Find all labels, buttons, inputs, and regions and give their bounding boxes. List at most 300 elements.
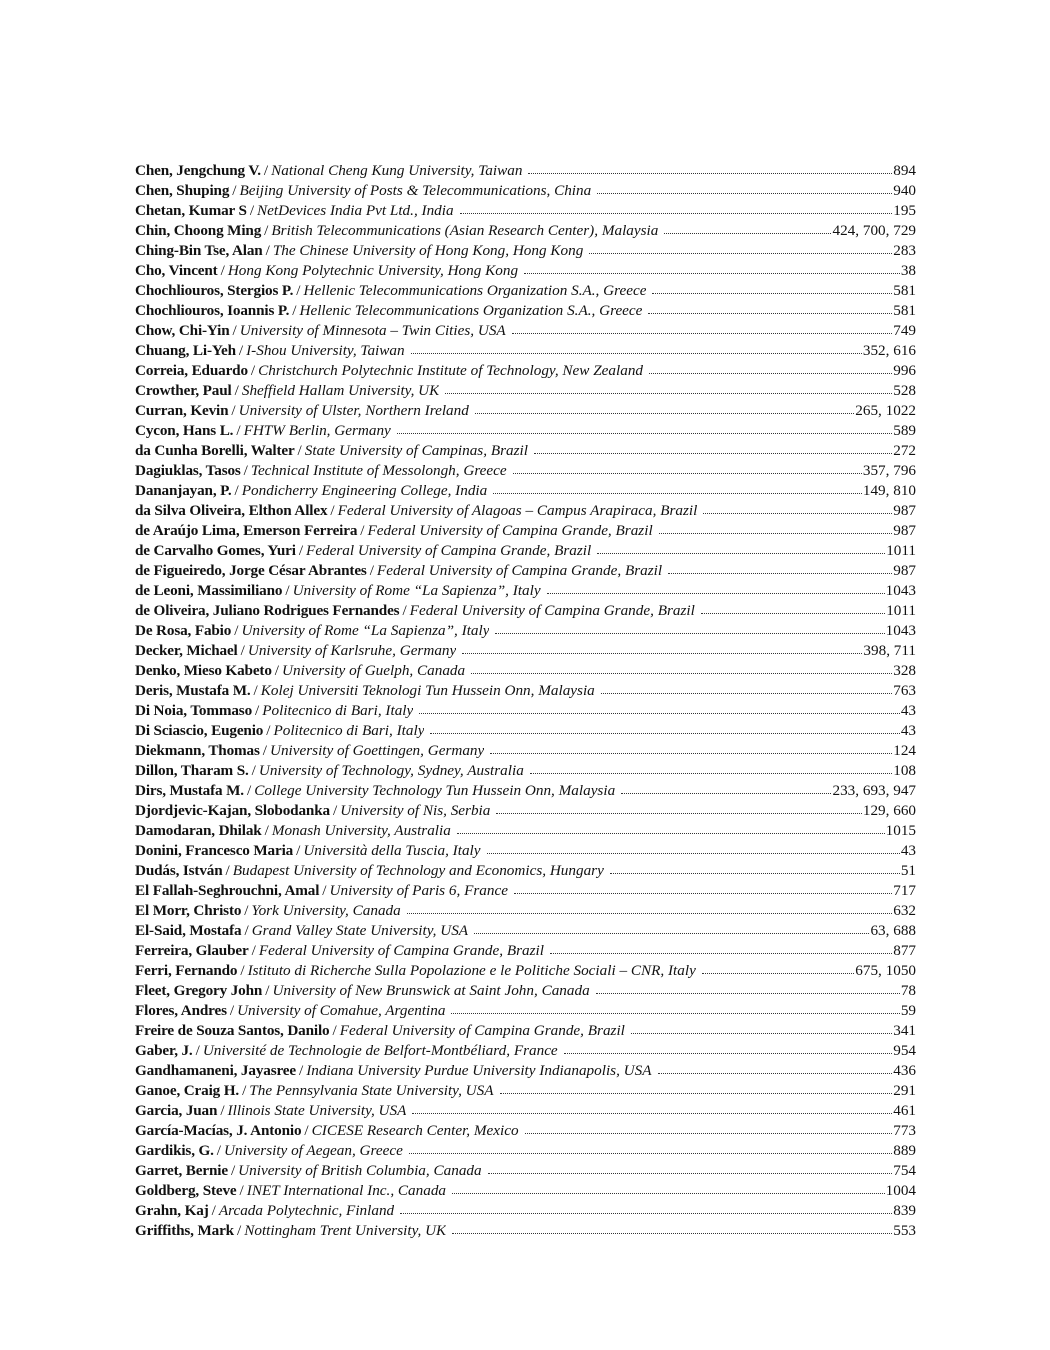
author-affiliation: Nottingham Trent University, UK xyxy=(244,1222,447,1239)
page-numbers: 763 xyxy=(893,682,916,699)
separator: / xyxy=(211,1202,216,1219)
entry-lead xyxy=(135,201,454,221)
page-numbers: 43 xyxy=(900,702,916,719)
separator: / xyxy=(240,642,245,659)
page-numbers: 43 xyxy=(900,722,916,739)
entry-lead xyxy=(135,781,615,801)
index-entry xyxy=(135,781,916,801)
index-entry xyxy=(135,1201,916,1221)
dot-leader xyxy=(564,1053,893,1054)
entry-lead xyxy=(135,1041,558,1061)
author-name: Chen, Jengchung V. xyxy=(135,162,261,179)
entry-lead xyxy=(135,341,405,361)
page-numbers: 265, 1022 xyxy=(855,402,916,419)
dot-leader xyxy=(500,1093,893,1094)
page-numbers: 108 xyxy=(893,762,916,779)
separator: / xyxy=(243,462,248,479)
dot-leader xyxy=(597,553,885,554)
dot-leader xyxy=(412,1113,892,1114)
index-entry xyxy=(135,861,916,881)
dot-leader xyxy=(528,173,892,174)
index-entry xyxy=(135,1061,916,1081)
page-numbers: 889 xyxy=(893,1142,916,1159)
dot-leader xyxy=(649,373,892,374)
dot-leader xyxy=(514,893,892,894)
dot-leader xyxy=(475,413,854,414)
separator: / xyxy=(249,202,255,219)
separator: / xyxy=(234,382,239,399)
separator: / xyxy=(264,822,269,839)
index-entry xyxy=(135,261,916,281)
dot-leader xyxy=(407,913,892,914)
separator: / xyxy=(234,622,239,639)
entry-lead xyxy=(135,1201,394,1221)
separator: / xyxy=(242,1082,247,1099)
index-entry xyxy=(135,421,916,441)
separator: / xyxy=(253,682,258,699)
dot-leader xyxy=(400,1213,892,1214)
entry-lead xyxy=(135,1001,445,1021)
author-affiliation: Hong Kong Polytechnic University, Hong Kong xyxy=(227,262,519,279)
author-name: Correia, Eduardo xyxy=(135,362,248,379)
index-entry xyxy=(135,301,916,321)
dot-leader xyxy=(460,213,893,214)
author-affiliation: University of Minnesota – Twin Cities, USA xyxy=(239,322,506,339)
separator: / xyxy=(244,902,249,919)
page-numbers: 149, 810 xyxy=(862,482,916,499)
entry-lead xyxy=(135,921,468,941)
author-affiliation: Indiana University Purdue University Indianapolis, USA xyxy=(306,1062,652,1079)
page-numbers: 1015 xyxy=(885,822,916,839)
entry-lead xyxy=(135,901,401,921)
separator: / xyxy=(360,522,365,539)
dot-leader xyxy=(601,693,892,694)
page-numbers: 749 xyxy=(893,322,916,339)
dot-leader xyxy=(445,393,892,394)
entry-lead xyxy=(135,681,595,701)
index-entry xyxy=(135,321,916,341)
entry-lead xyxy=(135,981,590,1001)
entry-lead xyxy=(135,441,528,461)
author-affiliation: University of Technology, Sydney, Australia xyxy=(258,762,524,779)
author-name: Grahn, Kaj xyxy=(135,1202,209,1219)
index-entry xyxy=(135,541,916,561)
page-numbers: 129, 660 xyxy=(862,802,916,819)
page-numbers: 291 xyxy=(893,1082,916,1099)
entry-lead xyxy=(135,861,604,881)
index-entry xyxy=(135,821,916,841)
author-affiliation: College University Technology Tun Hussein Onn, Malaysia xyxy=(254,782,616,799)
separator: / xyxy=(262,742,267,759)
page-numbers: 341 xyxy=(893,1022,916,1039)
separator: / xyxy=(285,582,290,599)
index-entry xyxy=(135,1021,916,1041)
separator: / xyxy=(332,802,338,819)
page-numbers: 773 xyxy=(893,1122,916,1139)
dot-leader xyxy=(490,753,892,754)
author-affiliation: York University, Canada xyxy=(251,902,401,919)
author-name: de Araújo Lima, Emerson Ferreira xyxy=(135,522,358,539)
page-numbers: 461 xyxy=(893,1102,916,1119)
separator: / xyxy=(304,1122,309,1139)
entry-lead xyxy=(135,181,591,201)
author-affiliation: Federal University of Campina Grande, Brazil xyxy=(376,562,663,579)
index-entry xyxy=(135,901,916,921)
entry-lead xyxy=(135,261,518,281)
entry-lead xyxy=(135,1221,446,1241)
page-numbers: 59 xyxy=(900,1002,916,1019)
author-affiliation: University of British Columbia, Canada xyxy=(238,1162,482,1179)
page-numbers: 987 xyxy=(893,522,916,539)
index-entry xyxy=(135,461,916,481)
author-affiliation: University of Nis, Serbia xyxy=(340,802,491,819)
page-numbers: 632 xyxy=(893,902,916,919)
page-numbers: 528 xyxy=(893,382,916,399)
entry-lead xyxy=(135,561,662,581)
index-entry xyxy=(135,721,916,741)
index-entry xyxy=(135,1001,916,1021)
author-affiliation: Technical Institute of Messolongh, Greece xyxy=(250,462,507,479)
page-numbers: 940 xyxy=(893,182,916,199)
page-numbers: 78 xyxy=(900,982,916,999)
separator: / xyxy=(225,862,230,879)
page-numbers: 124 xyxy=(893,742,916,759)
author-affiliation: Arcada Polytechnic, Finland xyxy=(218,1202,395,1219)
index-entry xyxy=(135,361,916,381)
index-entry xyxy=(135,961,916,981)
dot-leader xyxy=(496,813,861,814)
dot-leader xyxy=(664,233,831,234)
page-numbers: 877 xyxy=(893,942,916,959)
author-name: Ferreira, Glauber xyxy=(135,942,249,959)
page-numbers: 398, 711 xyxy=(863,642,916,659)
author-affiliation: Université de Technologie de Belfort-Montbéliard, France xyxy=(202,1042,558,1059)
entry-lead xyxy=(135,941,544,961)
index-entry xyxy=(135,441,916,461)
author-affiliation: FHTW Berlin, Germany xyxy=(243,422,391,439)
separator: / xyxy=(369,562,374,579)
author-name: de Carvalho Gomes, Yuri xyxy=(135,542,296,559)
page-numbers: 195 xyxy=(893,202,916,219)
author-affiliation: Federal University of Campina Grande, Brazil xyxy=(367,522,653,539)
entry-lead xyxy=(135,381,439,401)
author-affiliation: Hellenic Telecommunications Organization S.A., Greece xyxy=(299,302,643,319)
author-name: Cycon, Hans L. xyxy=(135,422,234,439)
author-affiliation: Politecnico di Bari, Italy xyxy=(273,722,425,739)
separator: / xyxy=(322,882,327,899)
entry-lead xyxy=(135,481,487,501)
entry-lead xyxy=(135,741,484,761)
dot-leader xyxy=(488,1173,893,1174)
author-name: Chuang, Li-Yeh xyxy=(135,342,236,359)
dot-leader xyxy=(534,453,892,454)
author-name: Chochliouros, Stergios P. xyxy=(135,282,294,299)
dot-leader xyxy=(524,273,900,274)
author-affiliation: Federal University of Campina Grande, Brazil xyxy=(409,602,695,619)
author-name: de Oliveira, Juliano Rodrigues Fernandes xyxy=(135,602,400,619)
page-numbers: 894 xyxy=(893,162,916,179)
page-numbers: 1043 xyxy=(885,582,916,599)
entry-lead xyxy=(135,1181,446,1201)
author-affiliation: Istituto di Richerche Sulla Popolazione e le Politiche Sociali – CNR, Italy xyxy=(247,962,696,979)
index-entry xyxy=(135,561,916,581)
page-numbers: 589 xyxy=(893,422,916,439)
index-entry xyxy=(135,201,916,221)
entry-lead xyxy=(135,281,646,301)
entry-lead xyxy=(135,321,506,341)
author-name: Di Noia, Tommaso xyxy=(135,702,253,719)
entry-lead xyxy=(135,241,583,261)
index-entry xyxy=(135,1041,916,1061)
separator: / xyxy=(298,542,304,559)
page-numbers: 754 xyxy=(893,1162,916,1179)
separator: / xyxy=(232,322,237,339)
author-name: Flores, Andres xyxy=(135,1002,227,1019)
dot-leader xyxy=(451,1013,899,1014)
separator: / xyxy=(330,502,335,519)
dot-leader xyxy=(430,733,899,734)
page-numbers: 954 xyxy=(893,1042,916,1059)
author-name: Di Sciascio, Eugenio xyxy=(135,722,264,739)
index-entry xyxy=(135,161,916,181)
author-affiliation: Federal University of Campina Grande, Brazil xyxy=(306,542,592,559)
separator: / xyxy=(402,602,407,619)
author-affiliation: The Chinese University of Hong Kong, Hong Kong xyxy=(272,242,584,259)
author-name: Diekmann, Thomas xyxy=(135,742,260,759)
entry-lead xyxy=(135,961,696,981)
author-affiliation: University of Karlsruhe, Germany xyxy=(247,642,457,659)
dot-leader xyxy=(550,953,892,954)
page-numbers: 51 xyxy=(900,862,916,879)
page-numbers: 987 xyxy=(893,562,916,579)
page-numbers: 675, 1050 xyxy=(855,962,916,979)
index-entry xyxy=(135,621,916,641)
author-affiliation: Federal University of Alagoas – Campus Arapiraca, Brazil xyxy=(337,502,698,519)
index-entry xyxy=(135,881,916,901)
author-affiliation: University of Goettingen, Germany xyxy=(270,742,485,759)
separator: / xyxy=(239,1182,244,1199)
page-numbers: 839 xyxy=(893,1202,916,1219)
author-name: Chochliouros, Ioannis P. xyxy=(135,302,290,319)
author-name: da Silva Oliveira, Elthon Allex xyxy=(135,502,328,519)
index-entry xyxy=(135,1181,916,1201)
entry-lead xyxy=(135,401,469,421)
entry-lead xyxy=(135,701,413,721)
separator: / xyxy=(292,302,297,319)
separator: / xyxy=(236,1222,242,1239)
author-affiliation: Pondicherry Engineering College, India xyxy=(241,482,488,499)
dot-leader xyxy=(547,593,885,594)
separator: / xyxy=(195,1042,200,1059)
author-affiliation: Christchurch Polytechnic Institute of Technology, New Zealand xyxy=(258,362,644,379)
author-name: Dillon, Tharam S. xyxy=(135,762,249,779)
author-affiliation: University of Rome “La Sapienza”, Italy xyxy=(241,622,490,639)
dot-leader xyxy=(589,253,892,254)
page-numbers: 352, 616 xyxy=(862,342,916,359)
dot-leader xyxy=(487,853,900,854)
page-numbers: 38 xyxy=(900,262,916,279)
author-affiliation: University of Rome “La Sapienza”, Italy xyxy=(292,582,541,599)
author-name: Decker, Michael xyxy=(135,642,238,659)
page-numbers: 581 xyxy=(893,302,916,319)
dot-leader xyxy=(659,533,893,534)
page-numbers: 1011 xyxy=(886,602,916,619)
author-name: Chen, Shuping xyxy=(135,182,230,199)
page-numbers: 1011 xyxy=(886,542,916,559)
entry-lead xyxy=(135,641,456,661)
entry-lead xyxy=(135,1121,519,1141)
separator: / xyxy=(231,402,236,419)
author-name: Ching-Bin Tse, Alan xyxy=(135,242,263,259)
dot-leader xyxy=(452,1233,892,1234)
author-affiliation: Hellenic Telecommunications Organization S.A., Greece xyxy=(303,282,647,299)
author-affiliation: Budapest University of Technology and Economics, Hungary xyxy=(232,862,604,879)
entry-lead xyxy=(135,1021,625,1041)
page-numbers: 1043 xyxy=(885,622,916,639)
author-name: Dudás, István xyxy=(135,862,223,879)
index-entry xyxy=(135,801,916,821)
author-index xyxy=(135,161,916,1241)
dot-leader xyxy=(525,1133,893,1134)
author-name: Crowther, Paul xyxy=(135,382,232,399)
page-numbers: 436 xyxy=(893,1062,916,1079)
separator: / xyxy=(251,942,256,959)
dot-leader xyxy=(419,713,900,714)
dot-leader xyxy=(457,833,885,834)
dot-leader xyxy=(703,513,892,514)
dot-leader xyxy=(474,933,869,934)
index-entry xyxy=(135,641,916,661)
author-affiliation: University of New Brunswick at Saint John, Canada xyxy=(272,982,590,999)
author-affiliation: University of Paris 6, France xyxy=(329,882,508,899)
entry-lead xyxy=(135,801,490,821)
author-name: Curran, Kevin xyxy=(135,402,229,419)
separator: / xyxy=(274,662,280,679)
entry-lead xyxy=(135,1101,406,1121)
entry-lead xyxy=(135,1161,482,1181)
dot-leader xyxy=(471,673,892,674)
entry-lead xyxy=(135,1081,494,1101)
entry-lead xyxy=(135,581,541,601)
page-numbers: 581 xyxy=(893,282,916,299)
author-name: Goldberg, Steve xyxy=(135,1182,237,1199)
separator: / xyxy=(220,262,225,279)
index-entry xyxy=(135,1141,916,1161)
entry-lead xyxy=(135,301,642,321)
author-affiliation: University of Ulster, Northern Ireland xyxy=(238,402,469,419)
author-affiliation: University of Aegean, Greece xyxy=(224,1142,403,1159)
index-entry xyxy=(135,741,916,761)
index-entry xyxy=(135,841,916,861)
entry-lead xyxy=(135,161,522,181)
dot-leader xyxy=(668,573,892,574)
entry-lead xyxy=(135,501,697,521)
index-entry xyxy=(135,281,916,301)
author-affiliation: CICESE Research Center, Mexico xyxy=(311,1122,519,1139)
author-affiliation: I-Shou University, Taiwan xyxy=(246,342,405,359)
index-entry xyxy=(135,601,916,621)
author-affiliation: State University of Campinas, Brazil xyxy=(304,442,528,459)
author-affiliation: British Telecommunications (Asian Research Center), Malaysia xyxy=(271,222,659,239)
separator: / xyxy=(238,342,244,359)
index-entry xyxy=(135,941,916,961)
separator: / xyxy=(234,482,239,499)
author-affiliation: Kolej Universiti Teknologi Tun Hussein Onn, Malaysia xyxy=(260,682,595,699)
separator: / xyxy=(298,1062,304,1079)
page-numbers: 272 xyxy=(893,442,916,459)
author-affiliation: Sheffield Hallam University, UK xyxy=(241,382,440,399)
index-entry xyxy=(135,521,916,541)
index-entry xyxy=(135,1101,916,1121)
entry-lead xyxy=(135,1061,652,1081)
author-affiliation: Monash University, Australia xyxy=(271,822,451,839)
index-entry xyxy=(135,661,916,681)
author-name: Cho, Vincent xyxy=(135,262,218,279)
separator: / xyxy=(232,182,237,199)
index-entry xyxy=(135,221,916,241)
dot-leader xyxy=(631,1033,892,1034)
entry-lead xyxy=(135,721,424,741)
author-name: Chow, Chi-Yin xyxy=(135,322,230,339)
separator: / xyxy=(236,422,241,439)
dot-leader xyxy=(513,473,862,474)
entry-lead xyxy=(135,541,591,561)
page-numbers: 996 xyxy=(893,362,916,379)
author-name: Deris, Mustafa M. xyxy=(135,682,251,699)
author-name: Freire de Souza Santos, Danilo xyxy=(135,1022,330,1039)
page-numbers: 328 xyxy=(893,662,916,679)
dot-leader xyxy=(648,313,892,314)
dot-leader xyxy=(462,653,862,654)
separator: / xyxy=(264,222,269,239)
author-affiliation: Università della Tuscia, Italy xyxy=(303,842,481,859)
author-name: Dirs, Mustafa M. xyxy=(135,782,244,799)
entry-lead xyxy=(135,821,451,841)
page-numbers: 233, 693, 947 xyxy=(832,782,916,799)
author-name: Garcia, Juan xyxy=(135,1102,218,1119)
author-affiliation: NetDevices India Pvt Ltd., India xyxy=(257,202,454,219)
dot-leader xyxy=(512,333,893,334)
author-affiliation: Grand Valley State University, USA xyxy=(251,922,469,939)
dot-leader xyxy=(702,973,854,974)
entry-lead xyxy=(135,221,658,241)
separator: / xyxy=(250,362,256,379)
separator: / xyxy=(244,922,249,939)
author-name: de Leoni, Massimiliano xyxy=(135,582,283,599)
dot-leader xyxy=(397,433,892,434)
dot-leader xyxy=(530,773,892,774)
entry-lead xyxy=(135,601,695,621)
index-entry xyxy=(135,761,916,781)
entry-lead xyxy=(135,881,508,901)
separator: / xyxy=(296,842,301,859)
author-name: Dananjayan, P. xyxy=(135,482,232,499)
index-entry xyxy=(135,1161,916,1181)
page-numbers: 717 xyxy=(893,882,916,899)
author-name: El Fallah-Seghrouchni, Amal xyxy=(135,882,320,899)
author-affiliation: INET International Inc., Canada xyxy=(246,1182,447,1199)
author-name: Ferri, Fernando xyxy=(135,962,238,979)
page-numbers: 424, 700, 729 xyxy=(832,222,916,239)
author-name: De Rosa, Fabio xyxy=(135,622,232,639)
index-entry xyxy=(135,681,916,701)
index-entry xyxy=(135,921,916,941)
entry-lead xyxy=(135,761,524,781)
separator: / xyxy=(265,242,270,259)
separator: / xyxy=(229,1002,235,1019)
separator: / xyxy=(216,1142,222,1159)
dot-leader xyxy=(621,793,831,794)
